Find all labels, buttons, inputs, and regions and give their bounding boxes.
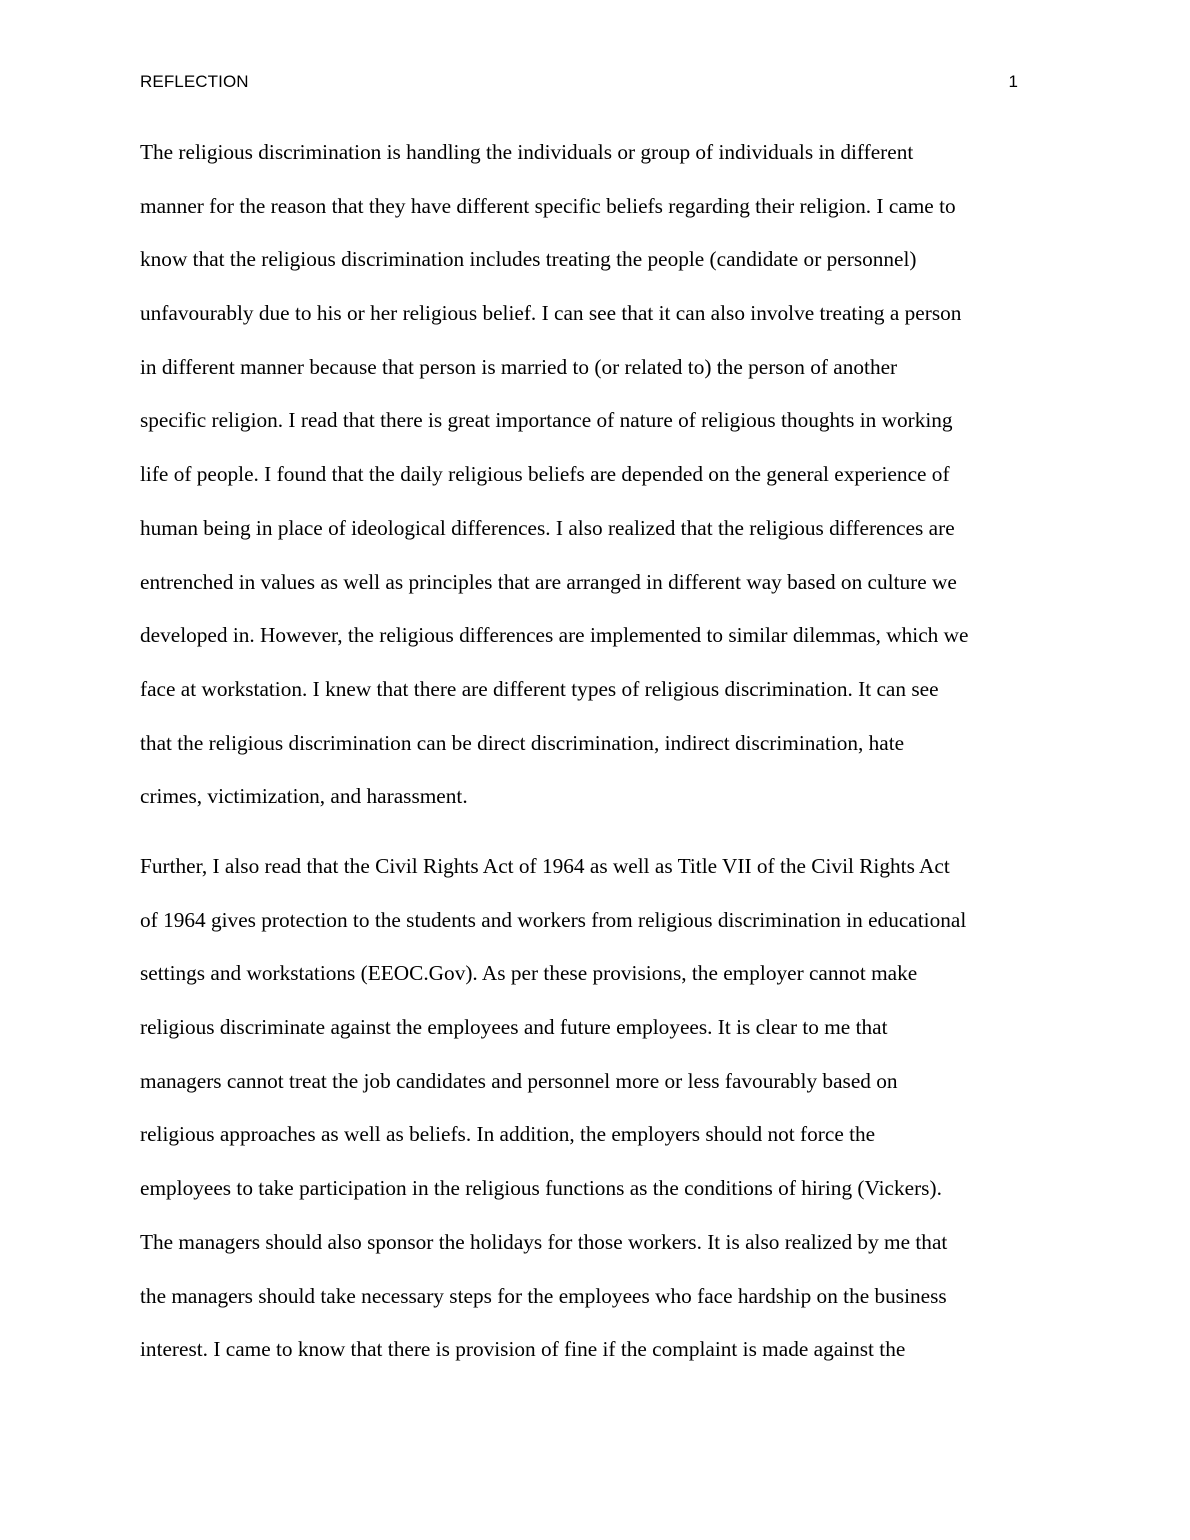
paragraph-1 <box>140 126 1050 824</box>
text-line: know that the religious discrimination includes treating the people (candidate or personnel) <box>140 247 917 272</box>
text-line: managers cannot treat the job candidates and personnel more or less favourably based on <box>140 1068 898 1093</box>
page-number: 1 <box>1008 72 1018 91</box>
running-head: REFLECTION <box>140 72 249 91</box>
text-line: the managers should take necessary steps for the employees who face hardship on the business <box>140 1283 947 1308</box>
text-line: entrenched in values as well as principles that are arranged in different way based on culture we <box>140 569 957 594</box>
text-line: human being in place of ideological differences. I also realized that the religious differences are <box>140 515 955 540</box>
text-line: The managers should also sponsor the holidays for those workers. It is also realized by me that <box>140 1229 948 1254</box>
paragraph-2 <box>140 840 1050 1377</box>
text-line: religious approaches as well as beliefs. In addition, the employers should not force the <box>140 1122 876 1147</box>
text-line: religious discriminate against the employees and future employees. It is clear to me that <box>140 1015 888 1040</box>
text-line: crimes, victimization, and harassment. <box>140 784 468 809</box>
text-line: manner for the reason that they have different specific beliefs regarding their religion. I came to <box>140 193 956 218</box>
text-line: life of people. I found that the daily religious beliefs are depended on the general experience of <box>140 462 950 487</box>
text-line: Further, I also read that the Civil Rights Act of 1964 as well as Title VII of the Civil Rights Act <box>140 854 950 878</box>
text-line: employees to take participation in the religious functions as the conditions of hiring (Vickers). <box>140 1176 942 1201</box>
text-line: developed in. However, the religious differences are implemented to similar dilemmas, which we <box>140 623 969 648</box>
text-line: settings and workstations (EEOC.Gov). As per these provisions, the employer cannot make <box>140 961 918 986</box>
text-line: face at workstation. I knew that there are different types of religious discrimination. It can see <box>140 676 939 701</box>
text-line: specific religion. I read that there is great importance of nature of religious thoughts in working <box>140 408 953 433</box>
text-line: unfavourably due to his or her religious belief. I can see that it can also involve treating a person <box>140 301 962 326</box>
text-line: in different manner because that person is married to (or related to) the person of another <box>140 354 898 379</box>
text-line: The religious discrimination is handling the individuals or group of individuals in different <box>140 140 914 164</box>
text-line: of 1964 gives protection to the students and workers from religious discrimination in educational <box>140 907 967 932</box>
text-line: interest. I came to know that there is provision of fine if the complaint is made against the <box>140 1337 906 1362</box>
text-line: that the religious discrimination can be direct discrimination, indirect discrimination, hate <box>140 730 905 755</box>
